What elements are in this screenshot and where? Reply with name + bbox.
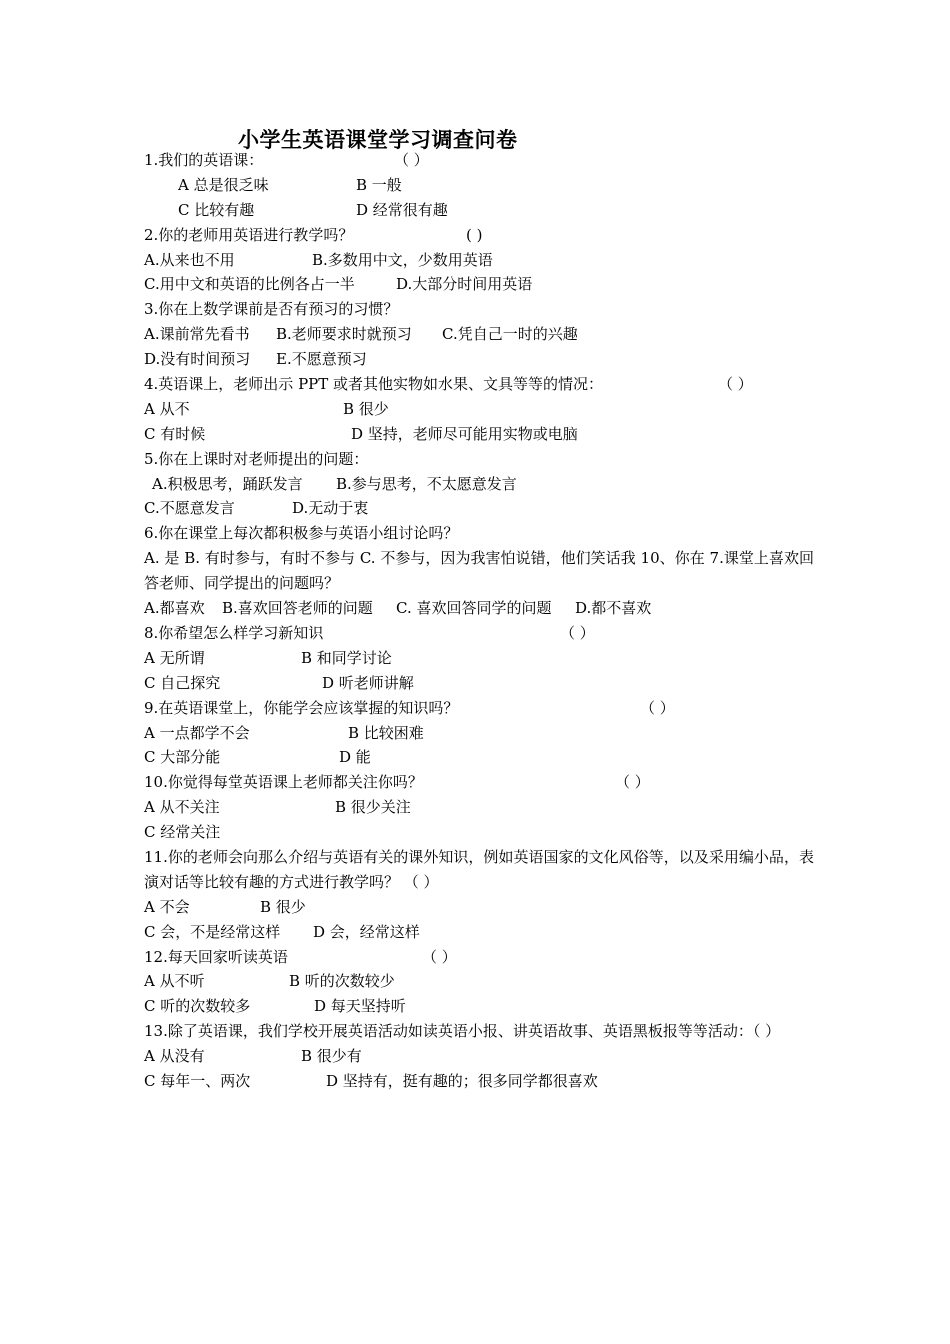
option-row: C 自己探究 D 听老师讲解 (144, 673, 414, 692)
option-row: A 不会 B 很少 (144, 897, 306, 916)
option-row: C 有时候 D 坚持，老师尽可能用实物或电脑 (144, 424, 578, 443)
option-row: A 一点都学不会 B 比较困难 (144, 723, 424, 742)
option-row: A.积极思考，踊跃发言 B.参与思考，不太愿意发言 (152, 474, 517, 493)
document-title: 小学生英语课堂学习调查问卷 (238, 128, 518, 152)
answer-paren: （ ） (422, 947, 457, 966)
question-6: 6.你在课堂上每次都积极参与英语小组讨论吗？ (144, 524, 459, 543)
option-row: A 从不听 B 听的次数较少 (144, 972, 395, 991)
question-12: 12.每天回家听读英语 （ ） (144, 945, 814, 970)
question-13: 13.除了英语课，我们学校开展英语活动如读英语小报、讲英语故事、英语黑板报等等活动：（ ） (144, 1022, 781, 1041)
option-row: C 每年一、两次 D 坚持有，挺有趣的；很多同学都很喜欢 (144, 1072, 598, 1091)
question-2: 2.你的老师用英语进行教学吗？ ( ) (144, 223, 814, 248)
option-row: A 从没有 B 很少有 (144, 1047, 362, 1066)
option-row: A.从来也不用 B.多数用中文，少数用英语 (144, 250, 493, 269)
option-row: C.用中文和英语的比例各占一半 D.大部分时间用英语 (144, 275, 533, 294)
question-8: 8.你希望怎么样学习新知识 （ ） (144, 621, 814, 646)
option-paragraph: A. 是 B. 有时参与，有时不参与 C. 不参与，因为我害怕说错，他们笑话我 10、你在 7.课堂上喜欢回答老师、同学提出的问题吗？ (144, 549, 814, 593)
option-row: D.没有时间预习 E.不愿意预习 (144, 350, 367, 369)
answer-paren: （ ） (394, 151, 429, 169)
answer-paren: ( ) (466, 225, 483, 244)
questionnaire-body (144, 148, 814, 1094)
option-row: C 比较有趣 D 经常很有趣 (178, 200, 448, 219)
option-row: A 从不 B 很少 (144, 399, 389, 418)
option-row: A 无所谓 B 和同学讨论 (144, 648, 392, 667)
option-row: A 从不关注 B 很少关注 (144, 798, 411, 817)
question-11: 11.你的老师会向那么介绍与英语有关的课外知识，例如英语国家的文化风俗等，以及采用编小品，表演对话等比较有趣的方式进行教学吗？ （ ） (144, 847, 814, 891)
answer-paren: （ ） (718, 375, 753, 394)
answer-paren: （ ） (560, 623, 595, 642)
option-row: A.都喜欢 B.喜欢回答老师的问题 C. 喜欢回答同学的问题 D.都不喜欢 (144, 599, 652, 618)
question-1: 1.我们的英语课： （ ） (144, 148, 814, 173)
option-row: A 总是很乏味 B 一般 (178, 175, 402, 194)
question-10: 10.你觉得每堂英语课上老师都关注你吗？ （ ） (144, 770, 814, 795)
option-row: C 听的次数较多 D 每天坚持听 (144, 997, 406, 1016)
option-row: C 经常关注 (144, 823, 221, 842)
option-row: C.不愿意发言 D.无动于衷 (144, 499, 369, 518)
question-3: 3.你在上数学课前是否有预习的习惯？ (144, 300, 399, 319)
option-row: C 大部分能 D 能 (144, 748, 371, 767)
answer-paren: （ ） (615, 773, 650, 792)
option-row: A.课前常先看书 B.老师要求时就预习 C.凭自己一时的兴趣 (144, 325, 578, 344)
question-5: 5.你在上课时对老师提出的问题： (144, 449, 369, 468)
question-9: 9.在英语课堂上，你能学会应该掌握的知识吗？ （ ） (144, 696, 814, 721)
answer-paren: （ ） (640, 698, 675, 717)
question-4: 4.英语课上，老师出示 PPT 或者其他实物如水果、文具等等的情况： （ ） (144, 372, 814, 397)
option-row: C 会，不是经常这样 D 会，经常这样 (144, 922, 420, 941)
